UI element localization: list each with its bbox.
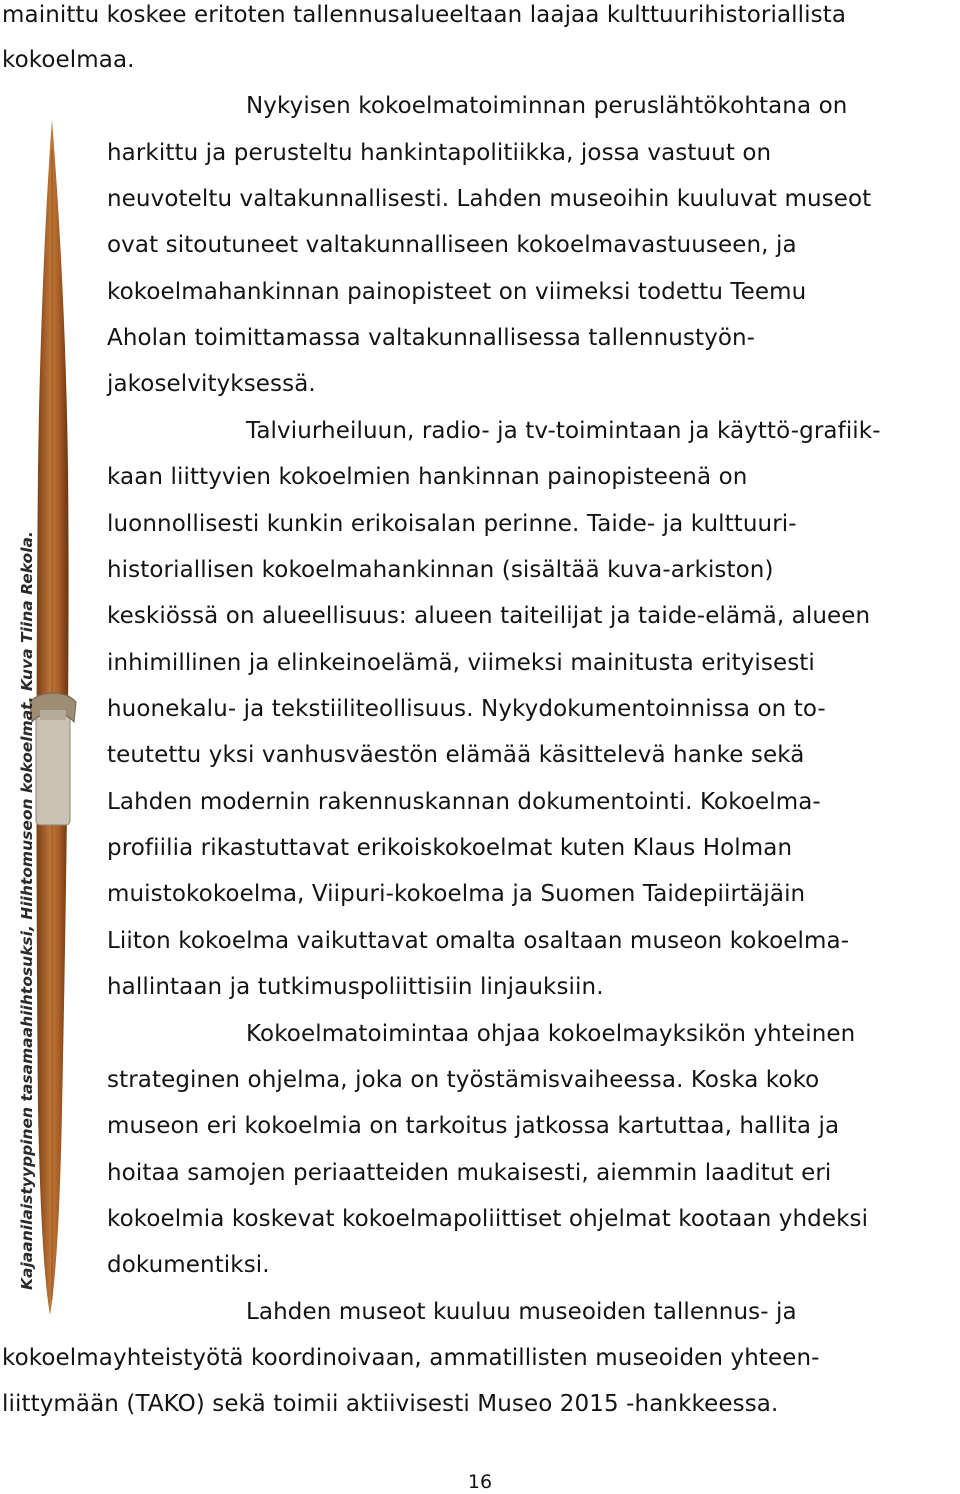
- text-line: huonekalu- ja tekstiiliteollisuus. Nykydokumentoinnissa on to-: [107, 696, 826, 722]
- binding-strap: [30, 693, 76, 825]
- text-line: hoitaa samojen periaatteiden mukaisesti, aiemmin laaditut eri: [107, 1160, 832, 1186]
- photo-caption: Kajaanilaistyyppinen tasamaahiihtosuksi, Hiihtomuseon kokoelmat. Kuva Tiina Rekola.: [18, 531, 36, 1290]
- text-line: hallintaan ja tutkimuspoliittisiin linjauksiin.: [107, 974, 604, 1000]
- text-line: Aholan toimittamassa valtakunnallisessa tallennustyön-: [107, 325, 756, 351]
- text-line: kokoelmahankinnan painopisteet on viimeksi todettu Teemu: [107, 279, 807, 305]
- text-line: Nykyisen kokoelmatoiminnan peruslähtökohtana on: [246, 93, 848, 119]
- text-line: strateginen ohjelma, joka on työstämisvaiheessa. Koska koko: [107, 1067, 820, 1093]
- ski-image: [0, 110, 110, 1330]
- text-line: kaan liittyvien kokoelmien hankinnan painopisteenä on: [107, 464, 748, 490]
- text-line: ovat sitoutuneet valtakunnalliseen kokoelmavastuuseen, ja: [107, 232, 797, 258]
- text-line: museon eri kokoelmia on tarkoitus jatkossa kartuttaa, hallita ja: [107, 1113, 840, 1139]
- text-line: Kokoelmatoimintaa ohjaa kokoelmayksikön yhteinen: [246, 1021, 856, 1047]
- ski-photo: [0, 110, 110, 1330]
- text-line: muistokokoelma, Viipuri-kokoelma ja Suomen Taidepiirtäjäin: [107, 881, 806, 907]
- text-line: kokoelmayhteistyötä koordinoivaan, ammatillisten museoiden yhteen-: [2, 1345, 820, 1371]
- text-line: keskiössä on alueellisuus: alueen taiteilijat ja taide-elämä, alueen: [107, 603, 871, 629]
- text-line: jakoselvityksessä.: [107, 371, 316, 397]
- text-line: neuvoteltu valtakunnallisesti. Lahden museoihin kuuluvat museot: [107, 186, 872, 212]
- text-line: dokumentiksi.: [107, 1252, 270, 1278]
- text-line: historiallisen kokoelmahankinnan (sisältää kuva-arkiston): [107, 557, 774, 583]
- text-line: mainittu koskee eritoten tallennusalueeltaan laajaa kulttuurihistoriallista: [2, 2, 847, 28]
- text-line: Liiton kokoelma vaikuttavat omalta osaltaan museon kokoelma-: [107, 928, 850, 954]
- text-line: kokoelmia koskevat kokoelmapoliittiset ohjelmat kootaan yhdeksi: [107, 1206, 869, 1232]
- text-line: liittymään (TAKO) sekä toimii aktiivisesti Museo 2015 -hankkeessa.: [2, 1391, 779, 1417]
- text-line: harkittu ja perusteltu hankintapolitiikka, jossa vastuut on: [107, 140, 772, 166]
- text-line: kokoelmaa.: [2, 47, 135, 73]
- text-line: profiilia rikastuttavat erikoiskokoelmat kuten Klaus Holman: [107, 835, 793, 861]
- text-line: Lahden modernin rakennuskannan dokumentointi. Kokoelma-: [107, 789, 821, 815]
- text-line: luonnollisesti kunkin erikoisalan perinne. Taide- ja kulttuuri-: [107, 511, 797, 537]
- text-line: Lahden museot kuuluu museoiden tallennus- ja: [246, 1299, 797, 1325]
- text-line: Talviurheiluun, radio- ja tv-toimintaan ja käyttö-grafiik-: [246, 418, 881, 444]
- text-line: inhimillinen ja elinkeinoelämä, viimeksi mainitusta erityisesti: [107, 650, 815, 676]
- page-number: 16: [467, 1471, 493, 1493]
- text-line: teutettu yksi vanhusväestön elämää käsittelevä hanke sekä: [107, 742, 805, 768]
